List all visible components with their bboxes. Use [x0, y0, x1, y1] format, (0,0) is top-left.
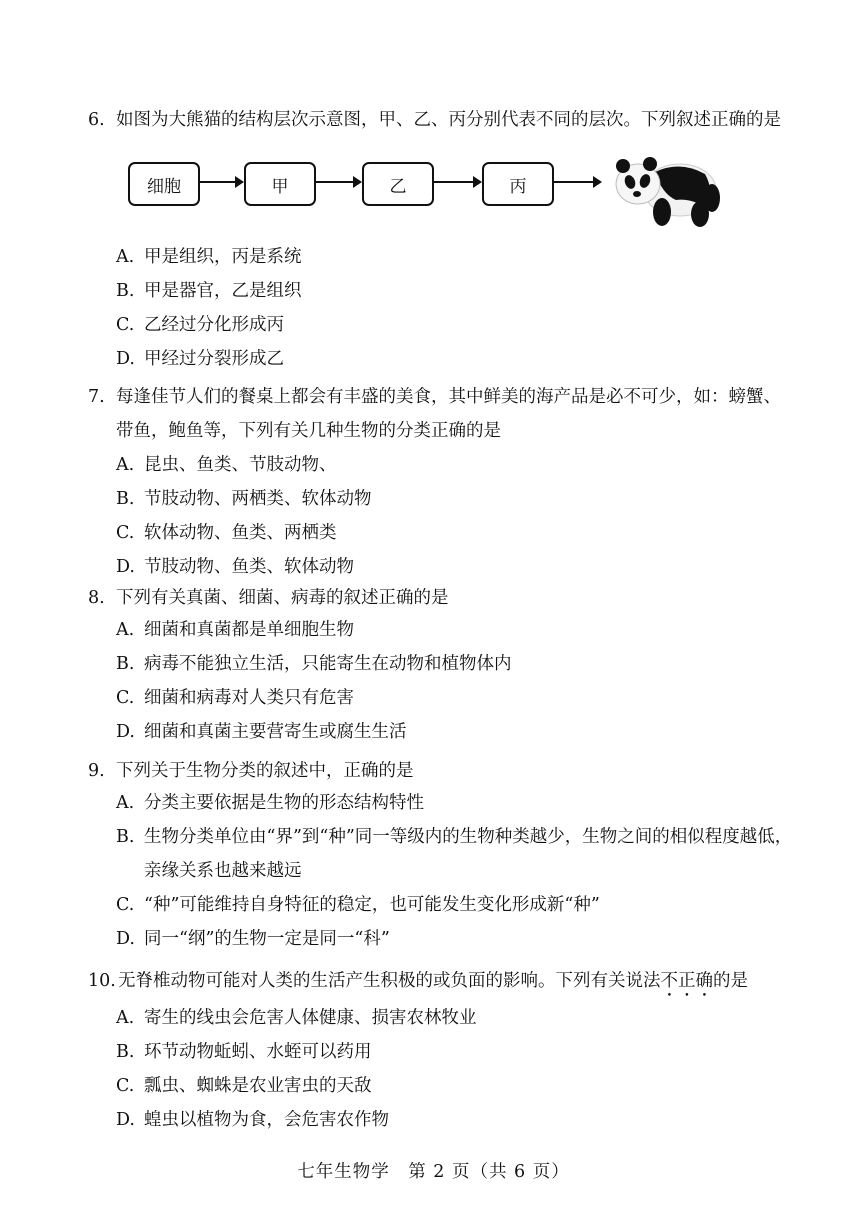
emphasized-negation: 不正确	[660, 971, 713, 991]
option-text: 软体动物、鱼类、两栖类	[144, 523, 337, 543]
question-text	[118, 966, 797, 1001]
option-d[interactable]	[116, 922, 797, 956]
question-number: 8.	[88, 588, 105, 608]
option-text: 生物分类单位由“界”到“种”同一等级内的生物种类越少，生物之间的相似程度越低，亲缘关系也越来越远	[144, 827, 793, 881]
option-text: 细菌和病毒对人类只有危害	[144, 688, 354, 708]
option-letter: A.	[116, 1008, 135, 1028]
question-text-before: 无脊椎动物可能对人类的生活产生积极的或负面的影响。下列有关说法	[118, 971, 661, 991]
option-letter: D.	[116, 722, 135, 742]
diagram-box-bing: 丙	[482, 162, 554, 206]
question-number: 9.	[88, 761, 105, 781]
option-letter: C.	[116, 523, 135, 543]
question-6-stem	[88, 105, 797, 135]
arrow-icon	[432, 181, 480, 183]
option-b[interactable]	[116, 274, 797, 308]
question-7	[88, 380, 797, 584]
option-letter: B.	[116, 489, 135, 509]
option-text: 蝗虫以植物为食，会危害农作物	[144, 1110, 389, 1130]
option-b[interactable]	[116, 820, 797, 888]
option-letter: C.	[116, 1076, 135, 1096]
question-text: 每逢佳节人们的餐桌上都会有丰盛的美食，其中鲜美的海产品是必不可少，如：螃蟹、带鱼，鲍鱼等，下列有关几种生物的分类正确的是	[116, 387, 781, 441]
question-text: 下列关于生物分类的叙述中，正确的是	[116, 761, 414, 781]
option-letter: B.	[116, 827, 135, 847]
arrow-icon	[314, 181, 360, 183]
question-9	[88, 756, 797, 956]
option-a[interactable]	[116, 448, 797, 482]
question-text: 如图为大熊猫的结构层次示意图，甲、乙、丙分别代表不同的层次。下列叙述正确的是	[116, 110, 781, 130]
option-c[interactable]	[116, 308, 797, 342]
option-text: 环节动物蚯蚓、水蛭可以药用	[144, 1042, 372, 1062]
question-number: 7.	[88, 387, 105, 407]
question-text: 下列有关真菌、细菌、病毒的叙述正确的是	[116, 588, 449, 608]
option-text: 甲经过分裂形成乙	[144, 349, 284, 369]
question-number: 10.	[88, 971, 116, 991]
option-text: 乙经过分化形成丙	[144, 315, 284, 335]
option-c[interactable]	[116, 888, 797, 922]
option-a[interactable]	[116, 1001, 797, 1035]
option-letter: B.	[116, 281, 135, 301]
option-text: 瓢虫、蜘蛛是农业害虫的天敌	[144, 1076, 372, 1096]
diagram-box-yi: 乙	[362, 162, 434, 206]
option-text: 节肢动物、鱼类、软体动物	[144, 557, 354, 577]
option-c[interactable]	[116, 1069, 797, 1103]
question-7-stem	[88, 380, 797, 448]
option-a[interactable]	[116, 786, 797, 820]
arrow-icon	[198, 181, 242, 183]
option-letter: D.	[116, 557, 135, 577]
option-letter: C.	[116, 688, 135, 708]
diagram-box-cell: 细胞	[128, 162, 200, 206]
question-6	[88, 105, 797, 135]
question-10	[88, 966, 797, 1137]
option-c[interactable]	[116, 516, 797, 550]
page-footer: 七年生物学 第 2 页（共 6 页）	[297, 1162, 570, 1182]
panda-image	[610, 150, 725, 230]
option-text: 甲是组织，丙是系统	[144, 247, 302, 267]
structure-level-diagram	[120, 150, 760, 240]
option-letter: A.	[116, 247, 135, 267]
question-6-options	[88, 240, 797, 376]
option-a[interactable]	[116, 613, 797, 647]
option-text: 细菌和真菌都是单细胞生物	[144, 620, 354, 640]
option-d[interactable]	[116, 715, 797, 749]
option-b[interactable]	[116, 482, 797, 516]
option-letter: A.	[116, 793, 135, 813]
option-d[interactable]	[116, 550, 797, 584]
question-9-stem	[88, 756, 797, 786]
option-d[interactable]	[116, 1103, 797, 1137]
option-letter: B.	[116, 1042, 135, 1062]
option-letter: A.	[116, 455, 135, 475]
option-letter: B.	[116, 654, 135, 674]
diagram-box-jia: 甲	[244, 162, 316, 206]
option-text: 分类主要依据是生物的形态结构特性	[144, 793, 424, 813]
option-text: 昆虫、鱼类、节肢动物、	[144, 455, 337, 475]
option-b[interactable]	[116, 647, 797, 681]
option-text: “种”可能维持自身特征的稳定，也可能发生变化形成新“种”	[144, 895, 600, 915]
option-d[interactable]	[116, 342, 797, 376]
option-letter: C.	[116, 315, 135, 335]
arrow-icon	[552, 181, 600, 183]
question-8	[88, 583, 797, 749]
question-8-stem	[88, 583, 797, 613]
option-text: 同一“纲”的生物一定是同一“科”	[144, 929, 390, 949]
question-10-stem	[88, 966, 797, 1001]
option-a[interactable]	[116, 240, 797, 274]
option-letter: D.	[116, 1110, 135, 1130]
option-text: 寄生的线虫会危害人体健康、损害农林牧业	[144, 1008, 477, 1028]
option-text: 甲是器官，乙是组织	[144, 281, 302, 301]
option-text: 细菌和真菌主要营寄生或腐生生活	[144, 722, 407, 742]
option-text: 病毒不能独立生活，只能寄生在动物和植物体内	[144, 654, 512, 674]
option-text: 节肢动物、两栖类、软体动物	[144, 489, 372, 509]
option-letter: D.	[116, 349, 135, 369]
question-text-after: 的是	[713, 971, 748, 991]
option-letter: D.	[116, 929, 135, 949]
option-letter: C.	[116, 895, 135, 915]
option-c[interactable]	[116, 681, 797, 715]
option-letter: A.	[116, 620, 135, 640]
option-b[interactable]	[116, 1035, 797, 1069]
question-number: 6.	[88, 110, 105, 130]
